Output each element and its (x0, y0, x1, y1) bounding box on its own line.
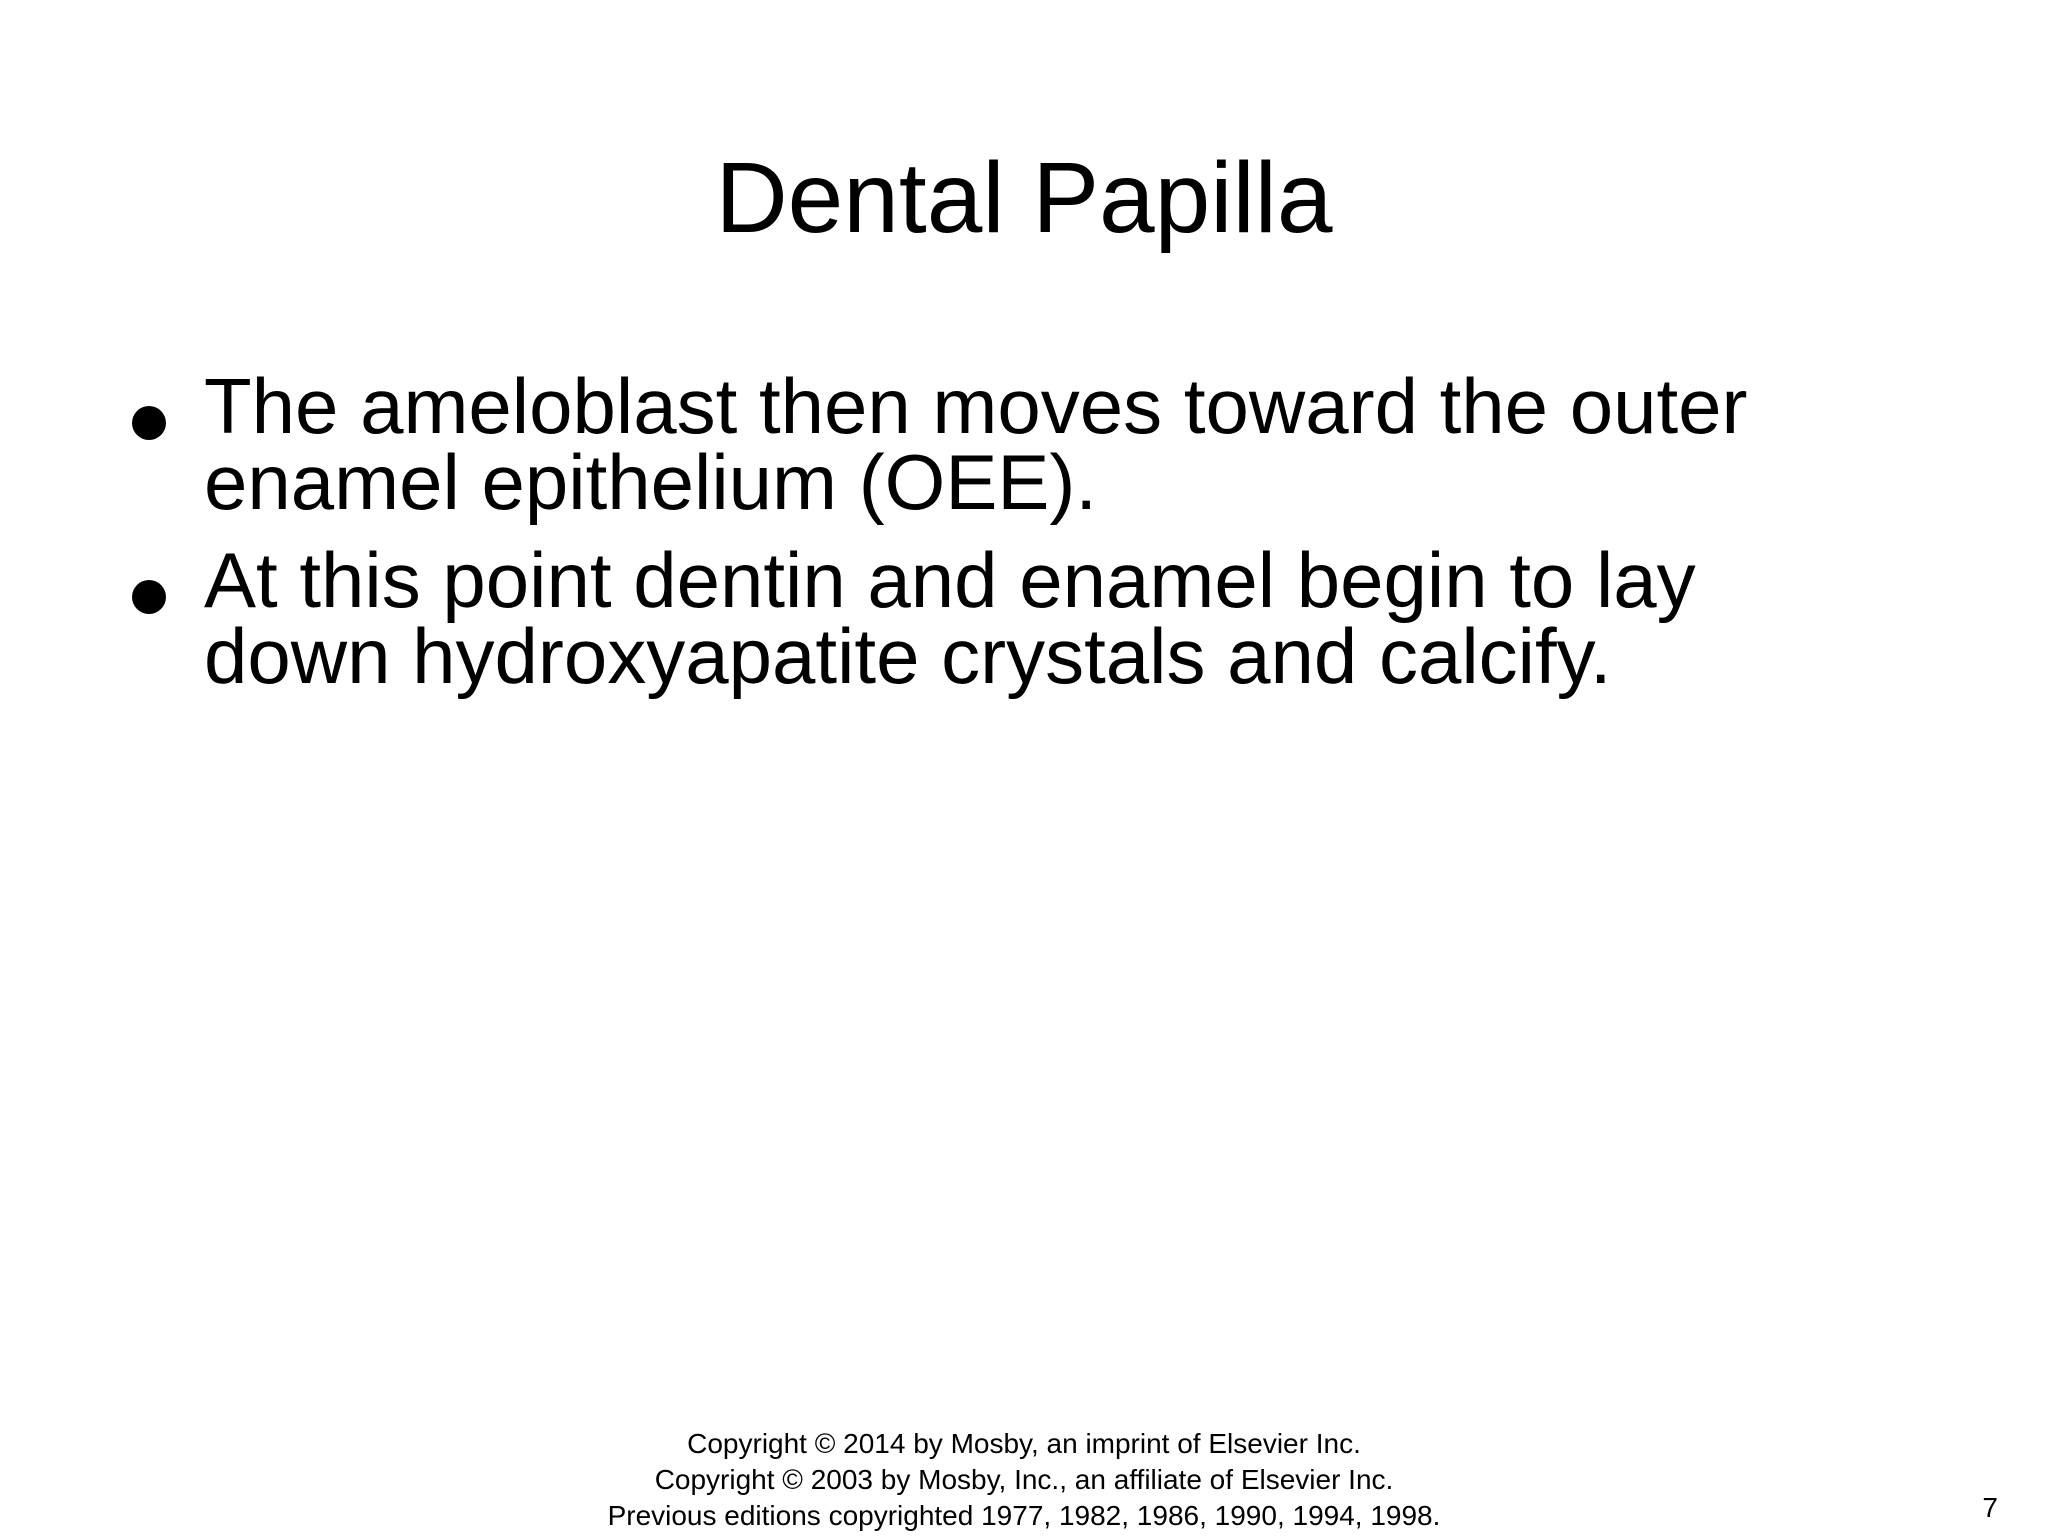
bullet-icon (132, 580, 166, 614)
bullet-icon (132, 406, 166, 440)
bullet-item (118, 536, 1918, 700)
copyright-line: Copyright © 2003 by Mosby, Inc., an affiliate of Elsevier Inc. (654, 1464, 1394, 1495)
bullet-line: The ameloblast then moves toward the outer (204, 362, 1748, 450)
bullet-line: down hydroxyapatite crystals and calcify. (204, 612, 1612, 700)
bullet-line: enamel epithelium (OEE). (204, 438, 1098, 526)
page-number: 7 (1982, 1492, 1998, 1523)
copyright-notice (0, 1426, 2048, 1534)
bullet-item (118, 362, 1918, 526)
copyright-line: Copyright © 2014 by Mosby, an imprint of Elsevier Inc. (687, 1428, 1361, 1459)
copyright-line: Previous editions copyrighted 1977, 1982, 1986, 1990, 1994, 1998. (607, 1500, 1441, 1531)
bullet-list (118, 362, 1918, 716)
bullet-line: At this point dentin and enamel begin to lay (204, 536, 1696, 624)
slide-title: Dental Papilla (715, 142, 1333, 254)
